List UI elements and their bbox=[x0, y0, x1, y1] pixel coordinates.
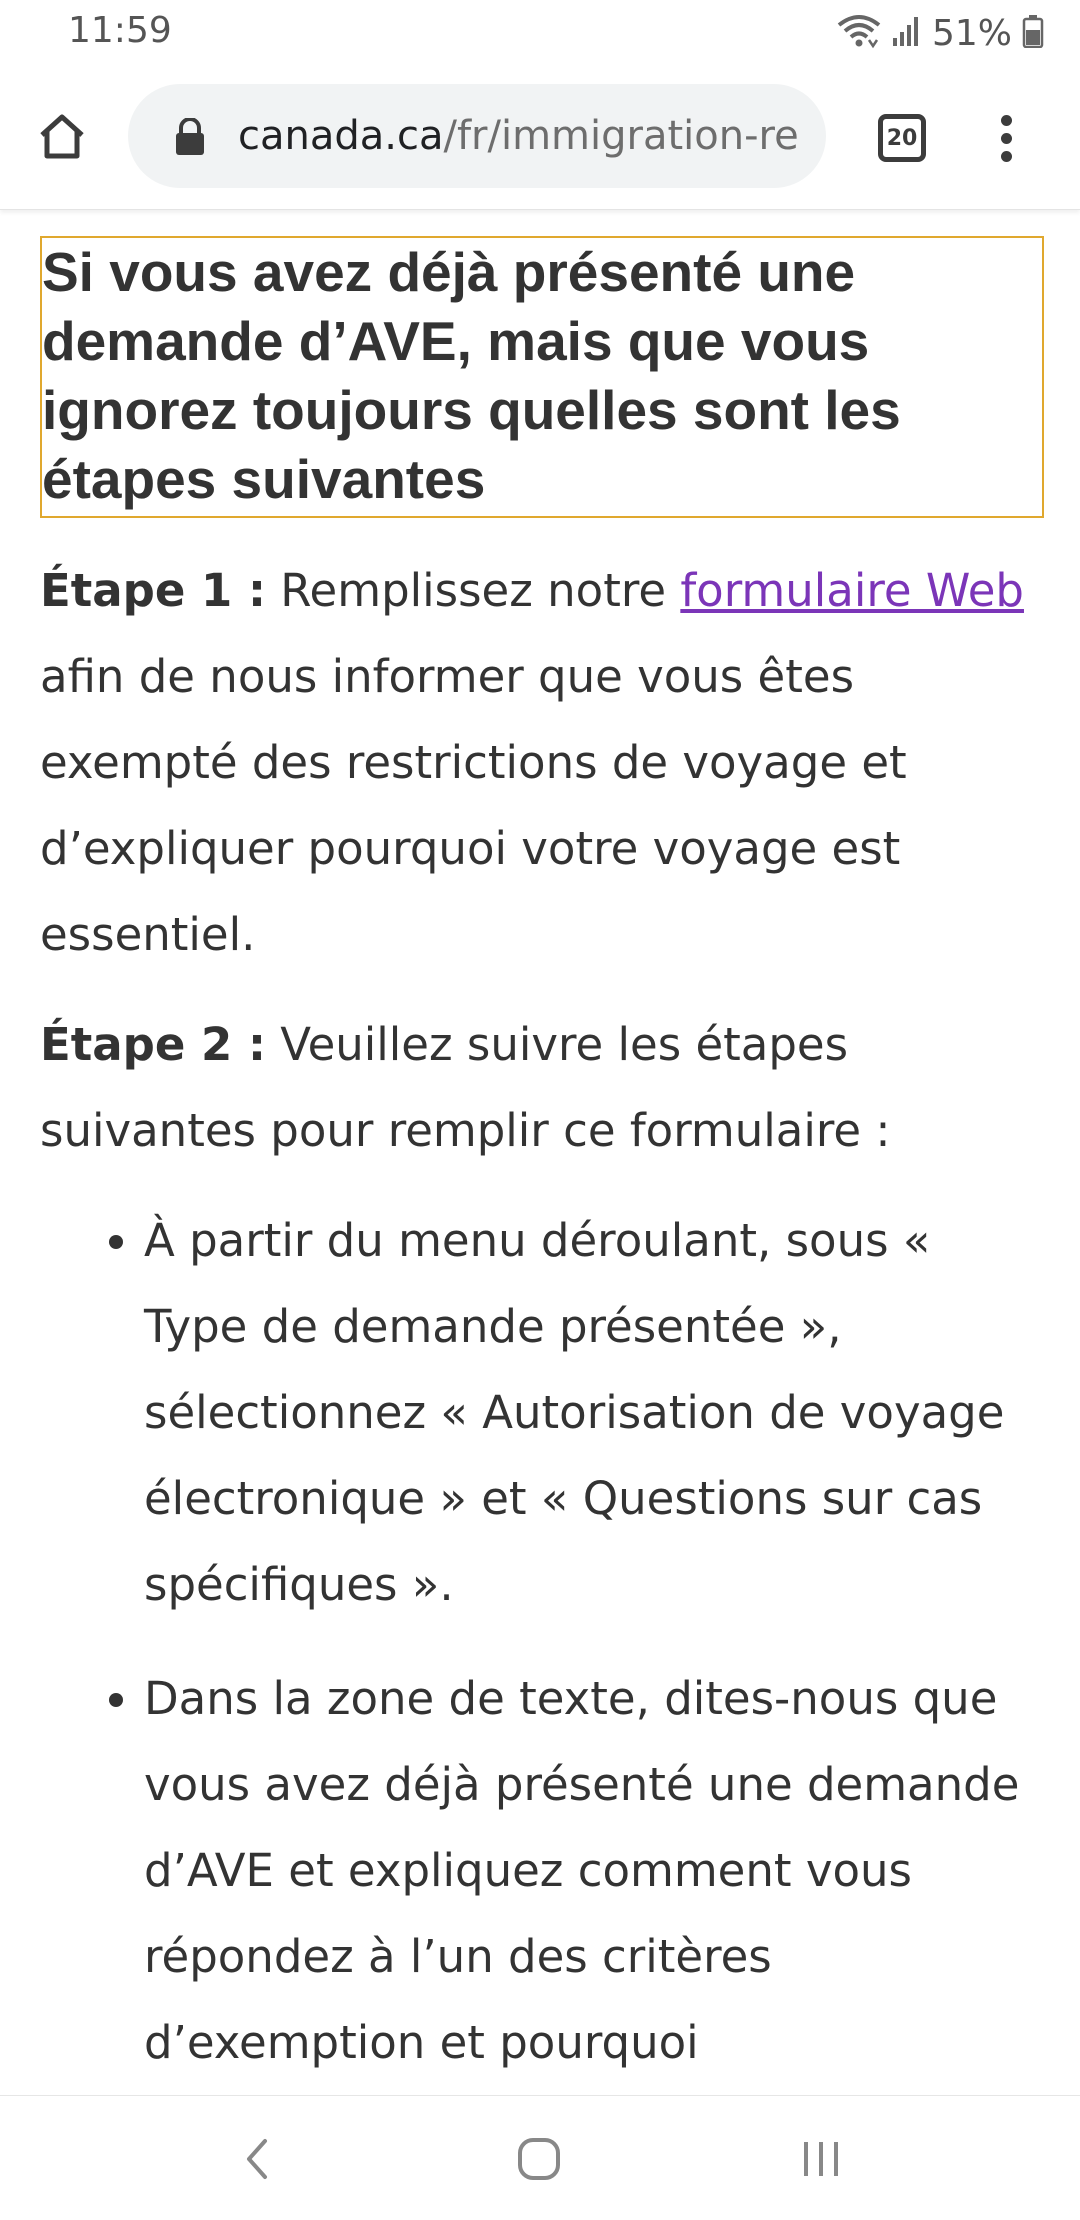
home-nav-button[interactable] bbox=[499, 2126, 579, 2196]
step-1-text-after: afin de nous informer que vous êtes exempté des restrictions de voyage et d’expliquer pourquoi votre voyage est essentiel. bbox=[40, 650, 907, 961]
battery-icon bbox=[1022, 14, 1044, 52]
step-1-paragraph bbox=[40, 548, 1044, 978]
home-icon bbox=[36, 110, 88, 166]
more-vert-icon[interactable] bbox=[976, 106, 1036, 170]
step-2-text: Veuillez suivre les étapes suivantes pour remplir ce formulaire : bbox=[40, 1018, 891, 1157]
web-form-link[interactable]: formulaire Web bbox=[680, 564, 1024, 617]
step-2-label: Étape 2 : bbox=[40, 1018, 266, 1071]
instructions-list bbox=[40, 1198, 1044, 2086]
step-1-label: Étape 1 : bbox=[40, 564, 266, 617]
status-icons bbox=[836, 8, 1044, 58]
url-text bbox=[238, 84, 799, 188]
step-1-text-before: Remplissez notre bbox=[266, 564, 681, 617]
url-host: canada.ca bbox=[238, 113, 444, 159]
list-item: • À partir du menu déroulant, sous « Type de demande présentée », sélectionnez « Autorisation de voyage électronique » et « Questions sur cas spécifiques ». bbox=[144, 1198, 1044, 1628]
status-bar bbox=[0, 0, 1080, 66]
home-button[interactable] bbox=[30, 106, 94, 170]
back-icon bbox=[237, 2134, 277, 2188]
url-path: /fr/immigration-re bbox=[443, 113, 799, 159]
step-2-paragraph bbox=[40, 1002, 1044, 1174]
browser-toolbar bbox=[0, 66, 1080, 210]
recents-button[interactable] bbox=[781, 2126, 861, 2196]
page-content bbox=[40, 210, 1044, 2095]
battery-percent: 51% bbox=[931, 12, 1012, 54]
address-bar[interactable] bbox=[128, 84, 826, 188]
recents-icon bbox=[796, 2134, 846, 2188]
lock-icon bbox=[172, 118, 208, 154]
tab-switcher-button[interactable] bbox=[874, 110, 930, 166]
signal-icon bbox=[892, 14, 922, 52]
tab-count: 20 bbox=[878, 114, 926, 162]
home-nav-icon bbox=[514, 2134, 564, 2188]
system-nav-bar bbox=[0, 2095, 1080, 2220]
wifi-icon bbox=[836, 13, 882, 53]
back-button[interactable] bbox=[217, 2126, 297, 2196]
list-item: • Dans la zone de texte, dites-nous que vous avez déjà présenté une demande d’AVE et expliquez comment vous répondez à l’un des critères d’exemption et pourquoi bbox=[144, 1656, 1044, 2086]
section-heading: Si vous avez déjà présenté une demande d’AVE, mais que vous ignorez toujours quelles sont les étapes suivantes bbox=[40, 236, 1044, 518]
status-time: 11:59 bbox=[68, 10, 172, 51]
